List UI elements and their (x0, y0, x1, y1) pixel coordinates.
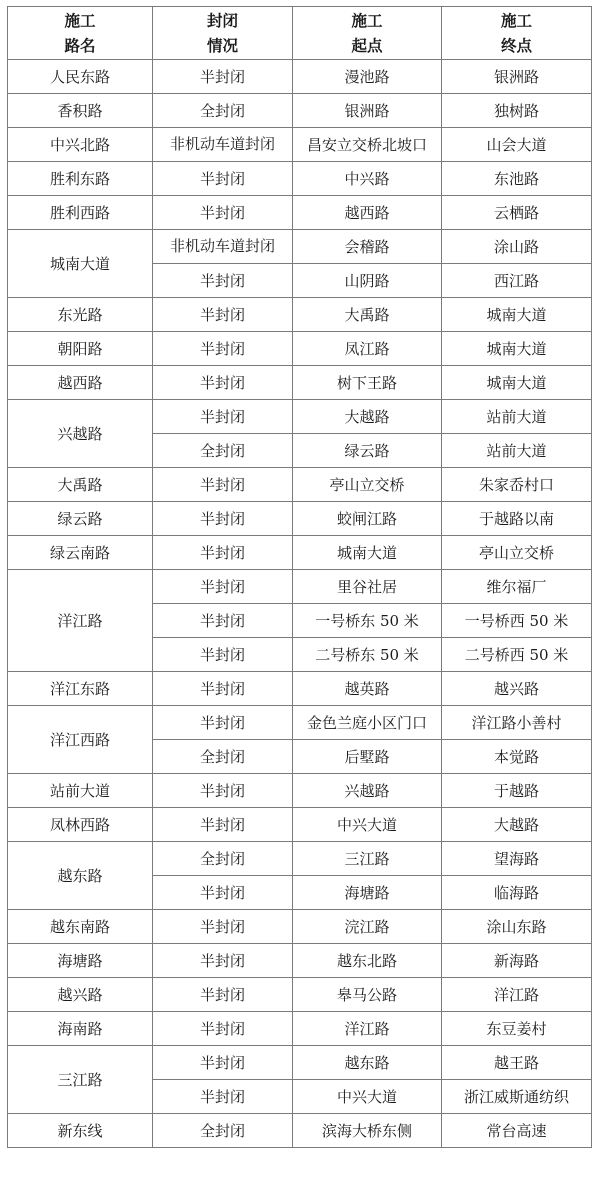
table-row (8, 230, 592, 264)
road-name-cell: 东光路 (8, 298, 153, 332)
start-point-cell: 中兴路 (293, 162, 442, 196)
end-point-cell: 于越路 (442, 774, 592, 808)
table-row (8, 332, 592, 366)
start-point-cell: 越东北路 (293, 944, 442, 978)
start-point-cell: 昌安立交桥北坡口 (293, 128, 442, 162)
closure-status-cell: 全封闭 (153, 842, 293, 876)
road-name-cell: 越东南路 (8, 910, 153, 944)
table-row (8, 366, 592, 400)
end-point-cell: 越兴路 (442, 672, 592, 706)
start-point-cell: 亭山立交桥 (293, 468, 442, 502)
end-point-cell: 独树路 (442, 94, 592, 128)
start-point-cell: 蛟闸江路 (293, 502, 442, 536)
road-name-cell: 绿云路 (8, 502, 153, 536)
start-point-cell: 越西路 (293, 196, 442, 230)
end-point-cell: 站前大道 (442, 400, 592, 434)
closure-status-cell: 半封闭 (153, 1012, 293, 1046)
road-name-cell: 越西路 (8, 366, 153, 400)
start-point-cell: 越东路 (293, 1046, 442, 1080)
closure-status-cell: 半封闭 (153, 672, 293, 706)
road-name-cell: 中兴北路 (8, 128, 153, 162)
closure-status-cell: 半封闭 (153, 468, 293, 502)
end-point-cell: 浙江威斯通纺织 (442, 1080, 592, 1114)
closure-status-cell: 半封闭 (153, 774, 293, 808)
start-point-cell: 城南大道 (293, 536, 442, 570)
end-point-cell: 城南大道 (442, 366, 592, 400)
header-row (8, 7, 592, 60)
header-start-point (293, 7, 442, 60)
start-point-cell: 中兴大道 (293, 1080, 442, 1114)
road-name-cell: 洋江西路 (8, 706, 153, 774)
table-row (8, 1046, 592, 1080)
road-name-cell: 新东线 (8, 1114, 153, 1148)
start-point-cell: 皋马公路 (293, 978, 442, 1012)
end-point-cell: 越王路 (442, 1046, 592, 1080)
start-point-cell: 越英路 (293, 672, 442, 706)
road-name-cell: 越东路 (8, 842, 153, 910)
closure-status-cell: 半封闭 (153, 706, 293, 740)
closure-status-cell: 半封闭 (153, 264, 293, 298)
table-row (8, 808, 592, 842)
closure-status-cell: 全封闭 (153, 434, 293, 468)
closure-status-cell: 非机动车道封闭 (153, 230, 293, 264)
header-line: 施工 (64, 11, 96, 30)
header-line: 施工 (500, 11, 532, 30)
start-point-cell: 兴越路 (293, 774, 442, 808)
road-name-cell: 朝阳路 (8, 332, 153, 366)
start-point-cell: 漫池路 (293, 60, 442, 94)
end-point-cell: 二号桥西 50 米 (442, 638, 592, 672)
start-point-cell: 三江路 (293, 842, 442, 876)
closure-status-cell: 半封闭 (153, 400, 293, 434)
table-row (8, 60, 592, 94)
end-point-cell: 山会大道 (442, 128, 592, 162)
road-name-cell: 胜利东路 (8, 162, 153, 196)
table-row (8, 672, 592, 706)
end-point-cell: 东豆姜村 (442, 1012, 592, 1046)
header-line: 情况 (206, 36, 238, 55)
closure-status-cell: 半封闭 (153, 536, 293, 570)
closure-status-cell: 半封闭 (153, 876, 293, 910)
end-point-cell: 城南大道 (442, 298, 592, 332)
table-row (8, 196, 592, 230)
end-point-cell: 西江路 (442, 264, 592, 298)
table-row (8, 94, 592, 128)
start-point-cell: 二号桥东 50 米 (293, 638, 442, 672)
closure-status-cell: 半封闭 (153, 332, 293, 366)
closure-status-cell: 半封闭 (153, 604, 293, 638)
header-end-point (442, 7, 592, 60)
table-row (8, 1114, 592, 1148)
closure-status-cell: 全封闭 (153, 740, 293, 774)
end-point-cell: 涂山路 (442, 230, 592, 264)
end-point-cell: 朱家岙村口 (442, 468, 592, 502)
table-row (8, 400, 592, 434)
table-row (8, 162, 592, 196)
header-line: 路名 (64, 36, 96, 55)
table-row (8, 468, 592, 502)
table-row (8, 128, 592, 162)
road-name-cell: 海南路 (8, 1012, 153, 1046)
end-point-cell: 维尔福厂 (442, 570, 592, 604)
road-name-cell: 海塘路 (8, 944, 153, 978)
end-point-cell: 洋江路小善村 (442, 706, 592, 740)
end-point-cell: 云栖路 (442, 196, 592, 230)
table-row (8, 842, 592, 876)
road-name-cell: 洋江东路 (8, 672, 153, 706)
start-point-cell: 后墅路 (293, 740, 442, 774)
end-point-cell: 银洲路 (442, 60, 592, 94)
table-row (8, 774, 592, 808)
end-point-cell: 站前大道 (442, 434, 592, 468)
closure-status-cell: 非机动车道封闭 (153, 128, 293, 162)
road-name-cell: 站前大道 (8, 774, 153, 808)
start-point-cell: 大越路 (293, 400, 442, 434)
table-row (8, 978, 592, 1012)
start-point-cell: 山阴路 (293, 264, 442, 298)
road-name-cell: 城南大道 (8, 230, 153, 298)
end-point-cell: 望海路 (442, 842, 592, 876)
start-point-cell: 树下王路 (293, 366, 442, 400)
end-point-cell: 亭山立交桥 (442, 536, 592, 570)
header-road-name (8, 7, 153, 60)
road-name-cell: 三江路 (8, 1046, 153, 1114)
end-point-cell: 大越路 (442, 808, 592, 842)
closure-status-cell: 全封闭 (153, 94, 293, 128)
start-point-cell: 浣江路 (293, 910, 442, 944)
start-point-cell: 滨海大桥东侧 (293, 1114, 442, 1148)
start-point-cell: 洋江路 (293, 1012, 442, 1046)
road-name-cell: 绿云南路 (8, 536, 153, 570)
end-point-cell: 涂山东路 (442, 910, 592, 944)
start-point-cell: 里谷社居 (293, 570, 442, 604)
table-row (8, 944, 592, 978)
closure-status-cell: 半封闭 (153, 60, 293, 94)
road-name-cell: 人民东路 (8, 60, 153, 94)
road-closure-table (7, 6, 592, 1148)
closure-status-cell: 半封闭 (153, 1046, 293, 1080)
start-point-cell: 中兴大道 (293, 808, 442, 842)
closure-status-cell: 半封闭 (153, 1080, 293, 1114)
end-point-cell: 本觉路 (442, 740, 592, 774)
closure-status-cell: 半封闭 (153, 944, 293, 978)
closure-status-cell: 半封闭 (153, 570, 293, 604)
start-point-cell: 绿云路 (293, 434, 442, 468)
table-row (8, 1012, 592, 1046)
header-line: 起点 (351, 36, 383, 55)
table-body (8, 60, 592, 1148)
road-name-cell: 胜利西路 (8, 196, 153, 230)
header-line: 封闭 (206, 11, 238, 30)
end-point-cell: 东池路 (442, 162, 592, 196)
header-line: 施工 (351, 11, 383, 30)
road-name-cell: 越兴路 (8, 978, 153, 1012)
table-row (8, 536, 592, 570)
table-row (8, 706, 592, 740)
closure-status-cell: 半封闭 (153, 502, 293, 536)
road-name-cell: 大禹路 (8, 468, 153, 502)
road-name-cell: 兴越路 (8, 400, 153, 468)
start-point-cell: 会稽路 (293, 230, 442, 264)
table-row (8, 298, 592, 332)
road-name-cell: 香积路 (8, 94, 153, 128)
closure-status-cell: 半封闭 (153, 196, 293, 230)
closure-status-cell: 半封闭 (153, 162, 293, 196)
closure-status-cell: 半封闭 (153, 638, 293, 672)
header-closure-status (153, 7, 293, 60)
closure-status-cell: 半封闭 (153, 808, 293, 842)
end-point-cell: 洋江路 (442, 978, 592, 1012)
start-point-cell: 一号桥东 50 米 (293, 604, 442, 638)
start-point-cell: 银洲路 (293, 94, 442, 128)
start-point-cell: 凤江路 (293, 332, 442, 366)
end-point-cell: 一号桥西 50 米 (442, 604, 592, 638)
closure-status-cell: 半封闭 (153, 910, 293, 944)
start-point-cell: 海塘路 (293, 876, 442, 910)
end-point-cell: 城南大道 (442, 332, 592, 366)
table-row (8, 502, 592, 536)
end-point-cell: 临海路 (442, 876, 592, 910)
table-row (8, 570, 592, 604)
closure-status-cell: 半封闭 (153, 298, 293, 332)
end-point-cell: 于越路以南 (442, 502, 592, 536)
header-line: 终点 (500, 36, 532, 55)
closure-status-cell: 全封闭 (153, 1114, 293, 1148)
closure-status-cell: 半封闭 (153, 978, 293, 1012)
end-point-cell: 新海路 (442, 944, 592, 978)
start-point-cell: 金色兰庭小区门口 (293, 706, 442, 740)
table-row (8, 910, 592, 944)
end-point-cell: 常台高速 (442, 1114, 592, 1148)
road-name-cell: 洋江路 (8, 570, 153, 672)
start-point-cell: 大禹路 (293, 298, 442, 332)
road-name-cell: 凤林西路 (8, 808, 153, 842)
closure-status-cell: 半封闭 (153, 366, 293, 400)
